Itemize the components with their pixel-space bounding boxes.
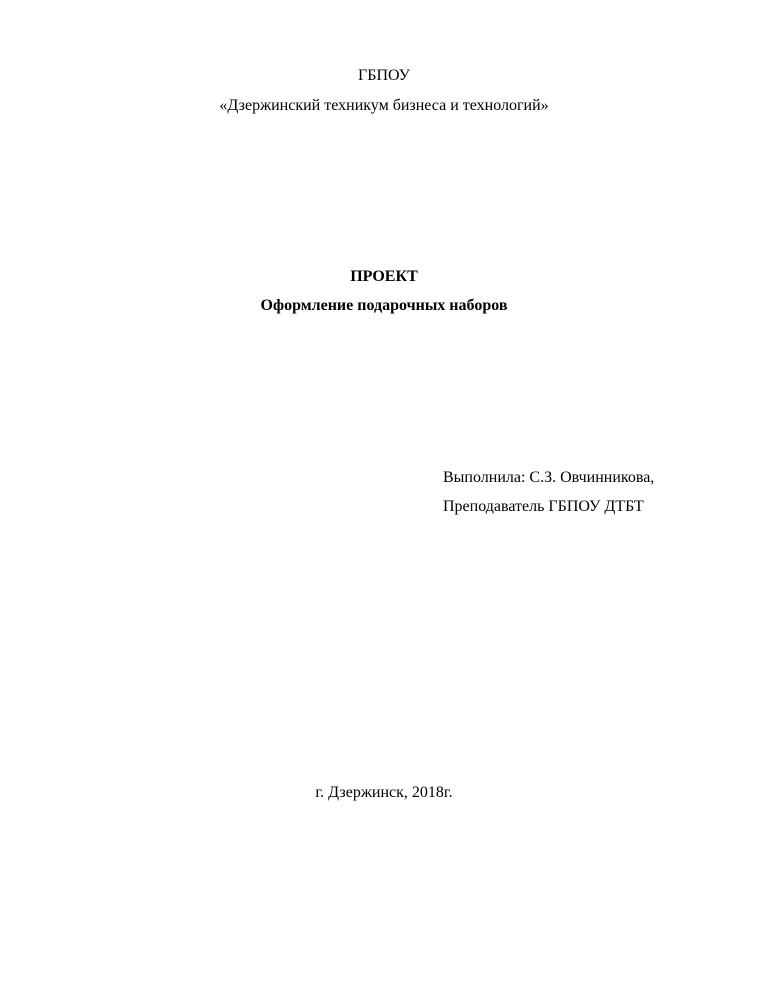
organization-short-name: ГБПОУ: [358, 67, 410, 84]
city-year-line: г. Дзержинск, 2018г.: [315, 784, 453, 801]
author-position-line: Преподаватель ГБПОУ ДТБТ: [443, 498, 644, 515]
document-type-heading: ПРОЕКТ: [350, 268, 418, 285]
project-topic-title: Оформление подарочных наборов: [260, 297, 508, 314]
author-line: Выполнила: С.З. Овчинникова,: [443, 469, 655, 486]
organization-full-name: «Дзержинский техникум бизнеса и технологий»: [219, 97, 549, 114]
